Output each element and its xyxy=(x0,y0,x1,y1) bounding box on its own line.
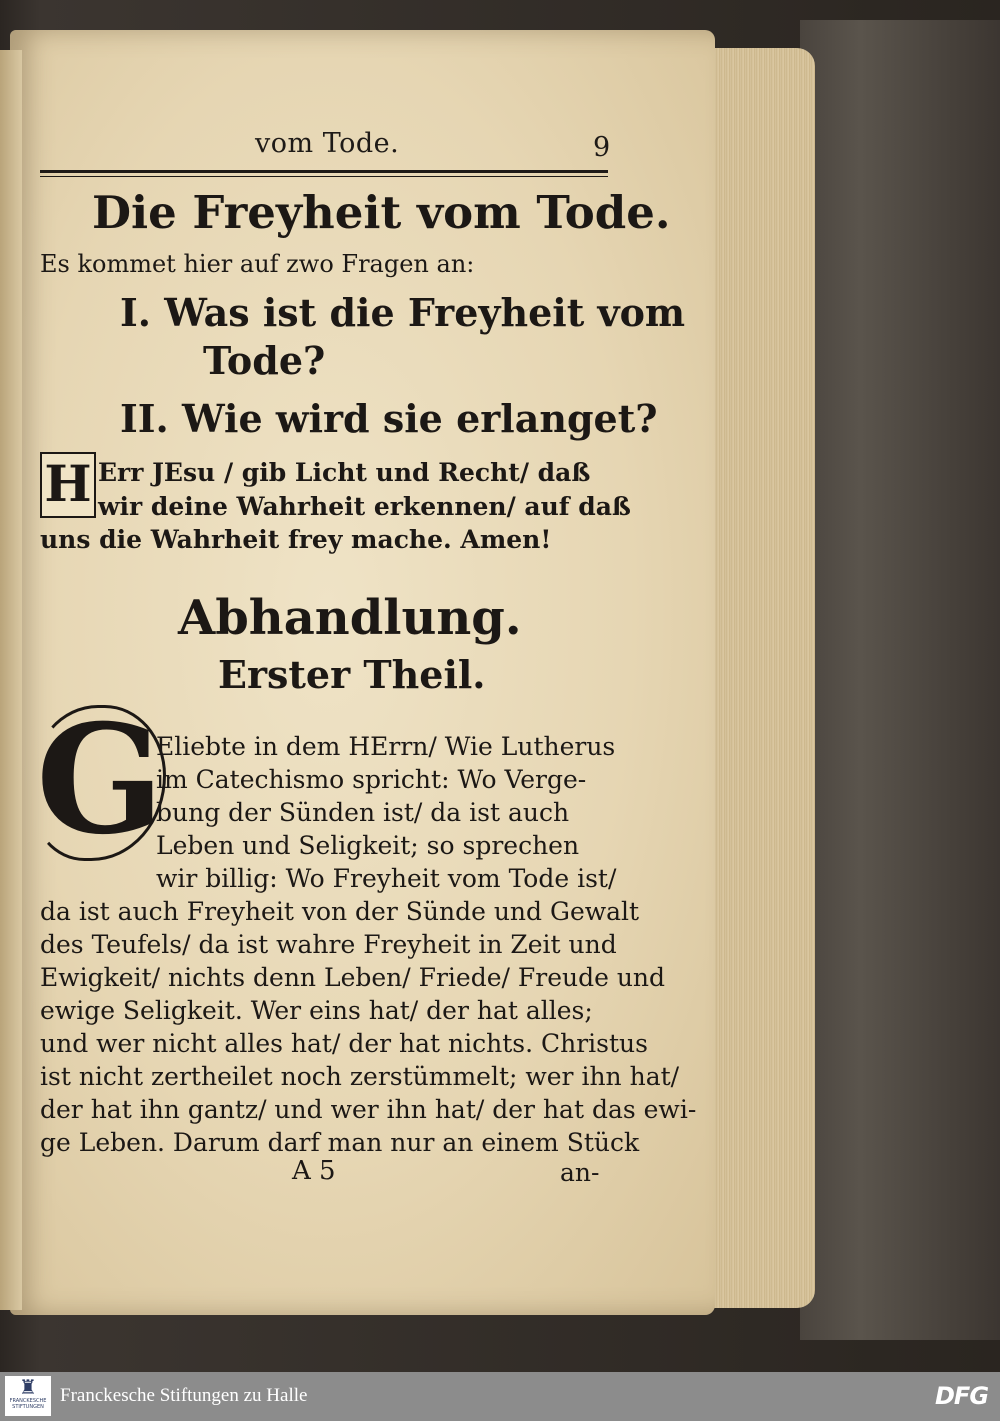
prayer-line: Err JEsu / gib Licht und Recht/ daß xyxy=(98,458,591,487)
viewer-footer xyxy=(0,1372,1000,1421)
intro-line: Es kommet hier auf zwo Fragen an: xyxy=(40,250,475,278)
institution-logo[interactable] xyxy=(5,1376,51,1416)
body-line: im Catechismo spricht: Wo Verge- xyxy=(156,765,587,794)
prayer-line: wir deine Wahrheit erkennen/ auf daß xyxy=(98,492,631,521)
body-line: Ewigkeit/ nichts denn Leben/ Friede/ Freude und xyxy=(40,963,666,992)
running-head: vom Tode. xyxy=(255,128,400,159)
section-heading: Abhandlung. xyxy=(178,590,522,646)
book-cover-edge xyxy=(800,20,1000,1340)
body-line: bung der Sünden ist/ da ist auch xyxy=(156,798,570,827)
subsection-heading: Erster Theil. xyxy=(218,652,486,697)
question-1-line-1: I. Was ist die Freyheit vom xyxy=(120,290,686,335)
body-line: da ist auch Freyheit von der Sünde und Gewalt xyxy=(40,897,640,926)
header-rule-thin xyxy=(40,176,608,177)
institution-name[interactable]: Franckesche Stiftungen zu Halle xyxy=(60,1385,308,1406)
body-line: wir billig: Wo Freyheit vom Tode ist/ xyxy=(156,864,617,893)
body-line: Leben und Seligkeit; so sprechen xyxy=(156,831,580,860)
body-line: ge Leben. Darum darf man nur an einem Stück xyxy=(40,1128,640,1157)
page-number: 9 xyxy=(593,132,611,163)
facing-page-edge xyxy=(0,50,22,1310)
catchword: an- xyxy=(560,1158,600,1187)
question-2: II. Wie wird sie erlanget? xyxy=(120,396,658,441)
body-line: ist nicht zertheilet noch zerstümmelt; wer ihn hat/ xyxy=(40,1062,680,1091)
body-line: und wer nicht alles hat/ der hat nichts. Christus xyxy=(40,1029,648,1058)
body-line: Eliebte in dem HErrn/ Wie Lutherus xyxy=(156,732,616,761)
prayer-line: uns die Wahrheit frey mache. Amen! xyxy=(40,525,552,554)
body-line: des Teufels/ da ist wahre Freyheit in Zeit und xyxy=(40,930,617,959)
header-rule xyxy=(40,170,608,173)
logo-caption: FRANCKESCHE STIFTUNGEN xyxy=(9,1398,47,1410)
page-title: Die Freyheit vom Tode. xyxy=(92,186,671,239)
prayer-initial: H xyxy=(40,452,96,518)
dfg-logo[interactable]: DFG xyxy=(935,1382,989,1410)
signature-mark: A 5 xyxy=(292,1156,336,1186)
body-line: ewige Seligkeit. Wer eins hat/ der hat alles; xyxy=(40,996,593,1025)
body-line: der hat ihn gantz/ und wer ihn hat/ der hat das ewi- xyxy=(40,1095,697,1124)
building-icon: ♜ xyxy=(19,1375,37,1399)
question-1-line-2: Tode? xyxy=(203,338,326,383)
body-initial: G xyxy=(36,692,165,868)
page-stack-edges xyxy=(705,48,815,1308)
